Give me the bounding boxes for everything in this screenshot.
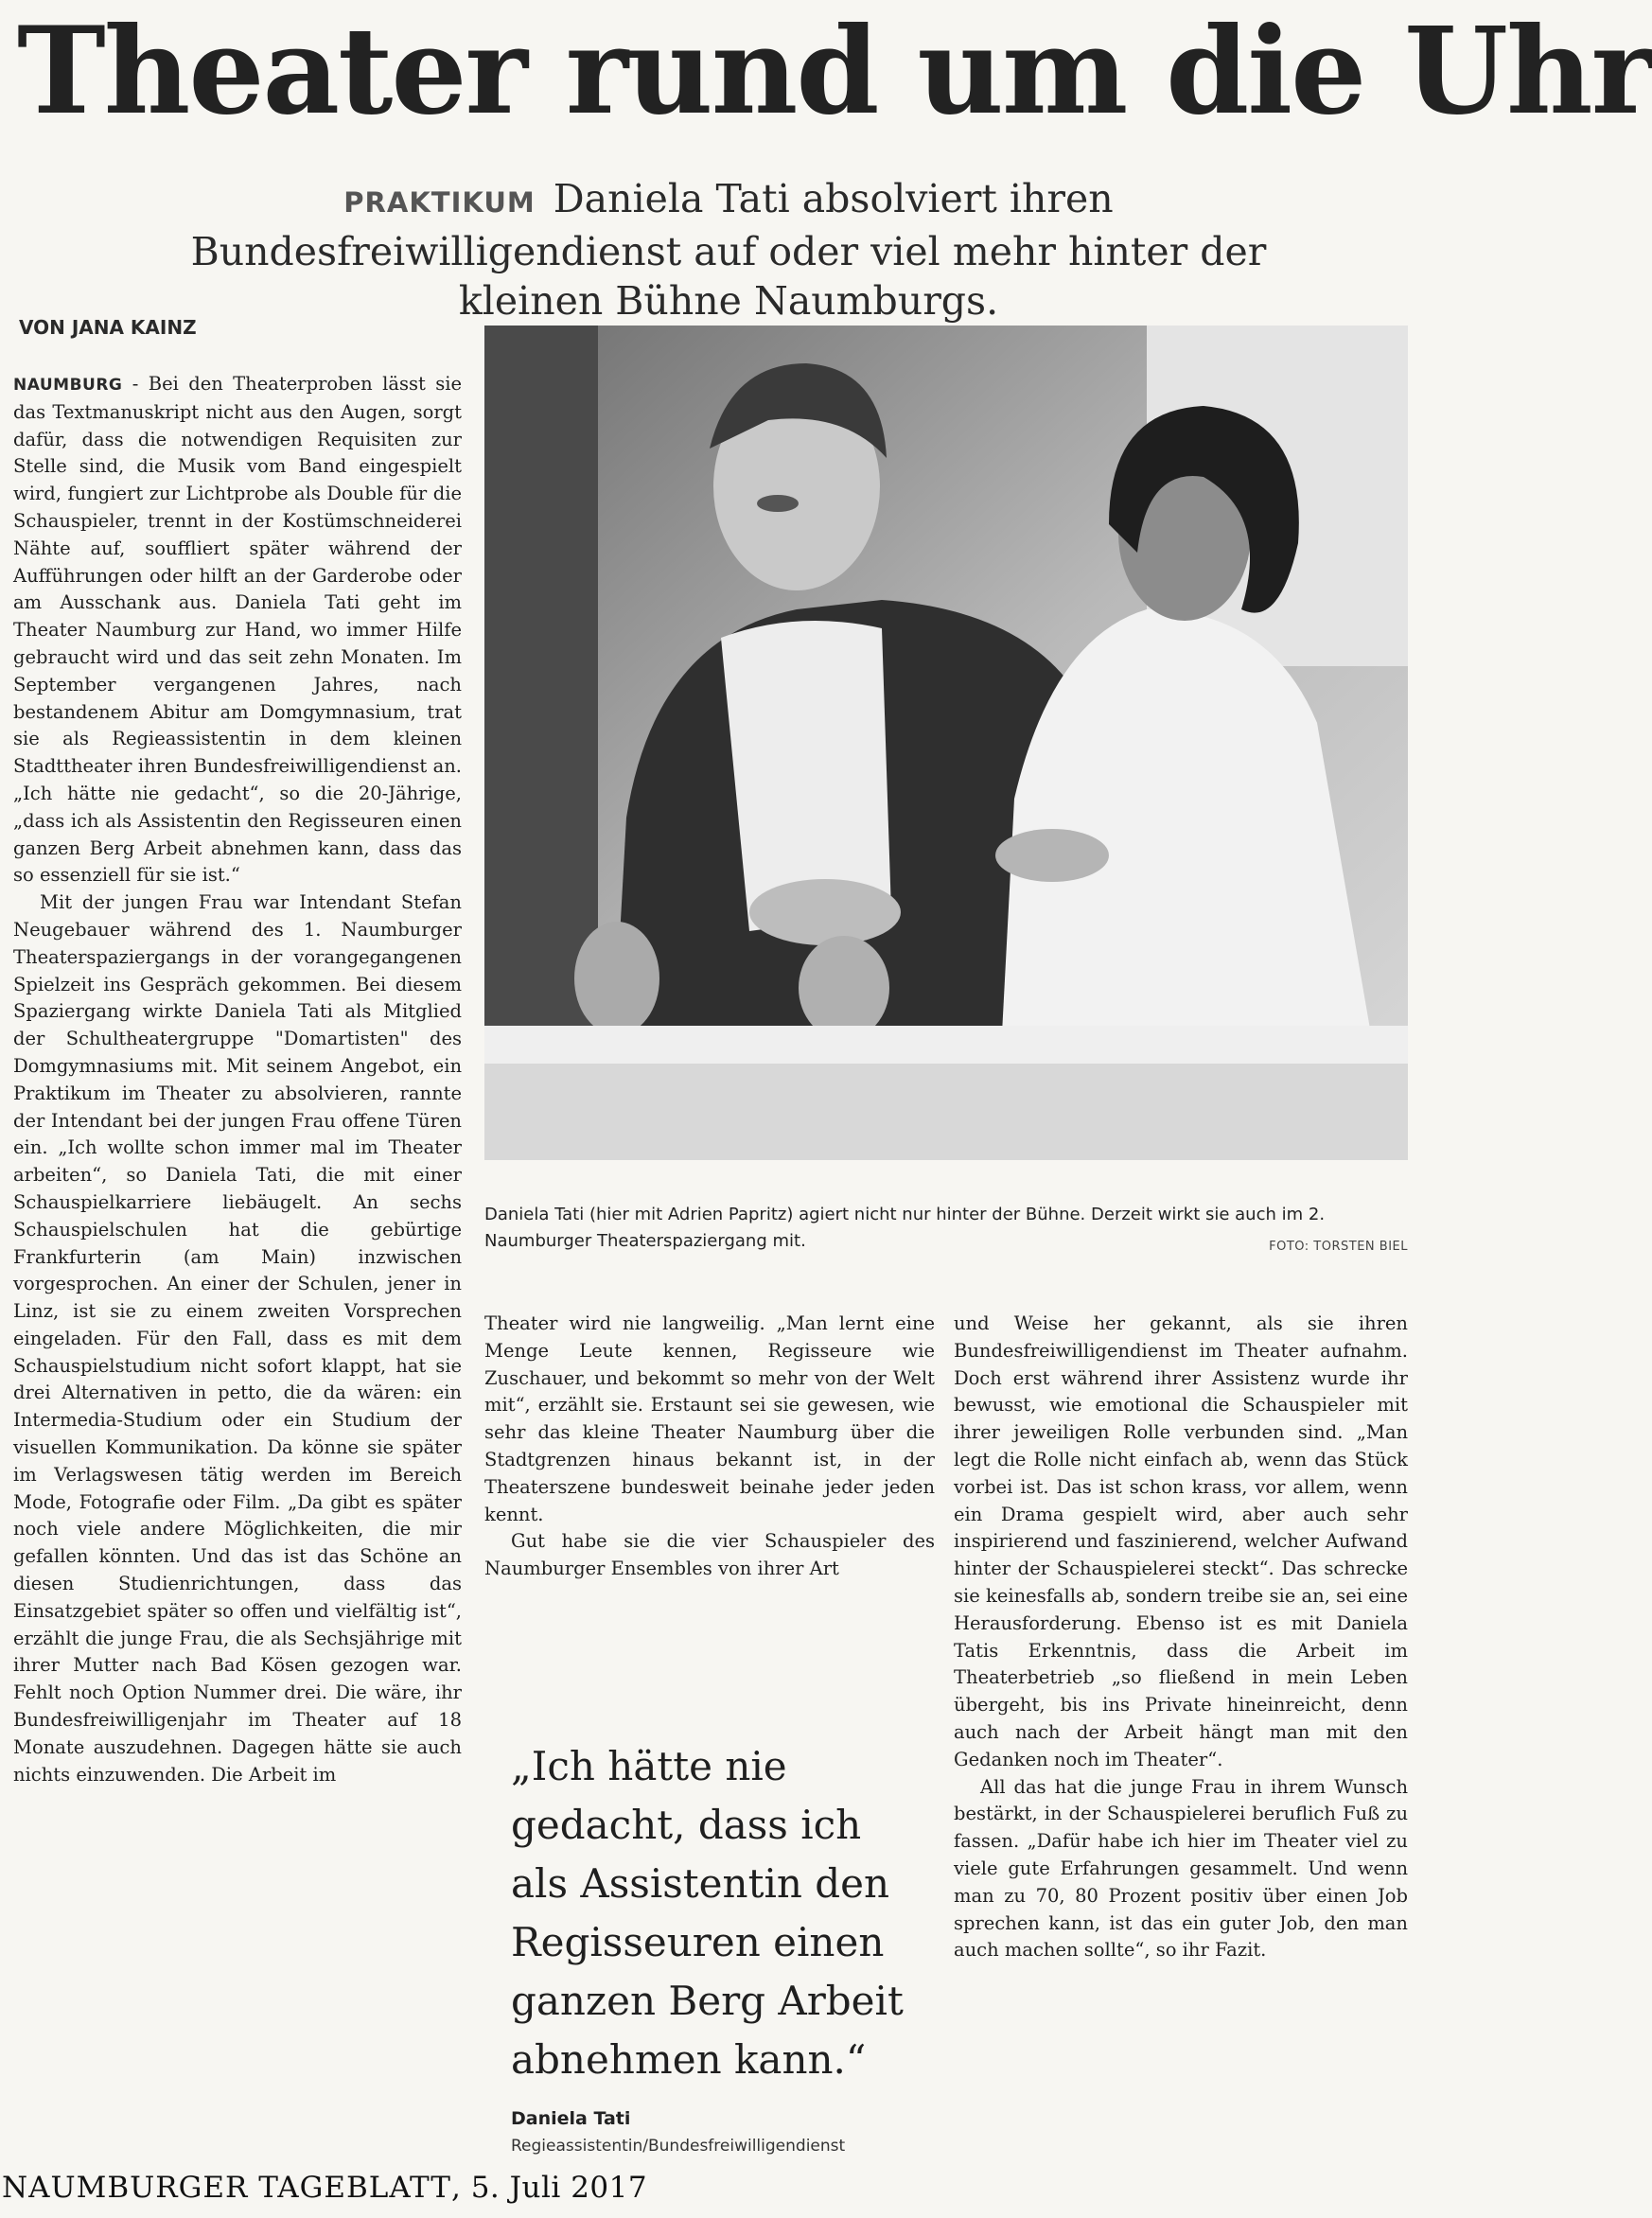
pull-quote-role: Regieassistentin/Bundesfreiwilligendienst	[511, 2137, 846, 2156]
subheadline	[132, 174, 1325, 326]
newspaper-name: NAUMBURGER TAGEBLATT	[2, 2171, 451, 2205]
pull-quote-name: Daniela Tati	[511, 2108, 631, 2129]
publication-date: 5. Juli 2017	[470, 2171, 648, 2205]
paragraph: und Weise her gekannt, als sie ihren Bundesfreiwilligendienst im Theater aufnahm. Doch erst während ihrer Assistenz wurde ihr bewusst, wie emotional die Schauspieler mit ihrer jeweiligen Rolle verbunden sind. „Man legt die Rolle nicht einfach ab, wenn das Stück vorbei ist. Das ist schon krass, vor allem, wenn ein Drama gespielt wird, aber auch sehr inspirierend und faszinierend, welcher Aufwand hinter der Schauspielerei steckt“. Das schrecke sie keinesfalls ab, sondern treibe sie an, sei eine Herausforderung. Ebenso ist es mit Daniela Tatis Erkenntnis, dass die Arbeit im Theaterbetrieb „so fließend in mein Leben übergeht, bis ins Private hineinreicht, denn auch nach der Arbeit hängt man mit den Gedanken noch im Theater“.	[954, 1312, 1408, 1770]
paragraph: All das hat die junge Frau in ihrem Wunsch bestärkt, in der Schauspielerei beruflich Fuß zu fassen. „Dafür habe ich hier im Theater viel zu viele gute Erfahrungen gesammelt. Und wenn man zu 70, 80 Prozent positiv über einen Job sprechen kann, ist das ein guter Job, den man auch machen sollte“, so ihr Fazit.	[954, 1775, 1408, 1962]
paragraph: Gut habe sie die vier Schauspieler des Naumburger Ensembles von ihrer Art	[484, 1530, 935, 1580]
kicker-label: PRAKTIKUM	[343, 186, 536, 219]
pull-quote: „Ich hätte nie gedacht, dass ich als Assistentin den Regisseuren einen ganzen Berg Arbeit abnehmen kann.“	[511, 1743, 904, 2083]
paragraph: Theater wird nie langweilig. „Man lernt eine Menge Leute kennen, Regisseure wie Zuschauer, und bekommt so mehr von der Welt mit“, erzählt sie. Erstaunt sei sie gewesen, wie sehr das kleine Theater Naumburg über die Stadtgrenzen hinaus bekannt ist, in der Theaterszene bundesweit beinahe jeder jeden kennt.	[484, 1312, 935, 1525]
newspaper-source: NAUMBURGER TAGEBLATT, 5. Juli 2017	[2, 2171, 648, 2205]
byline: VON JANA KAINZ	[19, 316, 197, 339]
subheadline-text: Daniela Tati absolviert ihren Bundesfreiwilligendienst auf oder viel mehr hinter der kleinen Bühne Naumburgs.	[190, 176, 1267, 324]
article-photo	[484, 326, 1408, 1160]
article-column-1	[13, 371, 462, 1788]
photo-caption: Daniela Tati (hier mit Adrien Papritz) agiert nicht nur hinter der Bühne. Derzeit wirkt sie auch im 2. Naumburger Theaterspaziergang mit.	[484, 1205, 1326, 1251]
dateline: NAUMBURG	[13, 376, 123, 395]
article-column-2	[484, 1311, 935, 1583]
headline: Theater rund um die Uhr	[17, 1, 1652, 141]
article-column-3	[954, 1311, 1408, 1964]
paragraph: Mit der jungen Frau war Intendant Stefan Neugebauer während des 1. Naumburger Theaterspaziergangs in der vorangegangenen Spielzeit ins Gespräch gekommen. Bei diesem Spaziergang wirkte Daniela Tati als Mitglied der Schultheatergruppe "Domartisten" des Domgymnasiums mit. Mit seinem Angebot, ein Praktikum im Theater zu absolvieren, rannte der Intendant bei der jungen Frau offene Türen ein. „Ich wollte schon immer mal im Theater arbeiten“, so Daniela Tati, die mit einer Schauspielkarriere liebäugelt. An sechs Schauspielschulen hat die gebürtige Frankfurterin (am Main) inzwischen vorgesprochen. An einer der Schulen, jener in Linz, ist sie zu einem zweiten Vorsprechen eingeladen. Für den Fall, dass es mit dem Schauspielstudium nicht sofort klappt, hat sie drei Alternativen in petto, die da wären: ein Intermedia-Studium oder ein Studium der visuellen Kommunikation. Da könne sie später im Verlagswesen tätig werden im Bereich Mode, Fotografie oder Film. „Da gibt es später noch viele andere Möglichkeiten, die mir gefallen könnten. Und das ist das Schöne an diesen Studienrichtungen, dass das Einsatzgebiet später so offen und vielfältig ist“, erzählt die junge Frau, die als Sechsjährige mit ihrer Mutter nach Bad Kösen gezogen war. Fehlt noch Option Nummer drei. Die wäre, ihr Bundesfreiwilligenjahr im Theater auf 18 Monate auszudehnen. Dagegen hätte sie auch nichts einzuwenden. Die Arbeit im	[13, 891, 462, 1786]
paragraph-text: - Bei den Theaterproben lässt sie das Textmanuskript nicht aus den Augen, sorgt dafür, dass die notwendigen Requisiten zur Stelle sind, die Musik vom Band eingespielt wird, fungiert zur Lichtprobe als Double für die Schauspieler, trennt in der Kostümschneiderei Nähte auf, souffliert später während der Aufführungen oder hilft an der Garderobe oder am Ausschank aus. Daniela Tati geht im Theater Naumburg zur Hand, wo immer Hilfe gebraucht wird und das seit zehn Monaten. Im September vergangenen Jahres, nach bestandenem Abitur am Domgymnasium, trat sie als Regieassistentin in dem kleinen Stadttheater ihren Bundesfreiwilligendienst an. „Ich hätte nie gedacht“, so die 20-Jährige, „dass ich als Assistentin den Regisseuren einen ganzen Berg Arbeit abnehmen kann, dass das so essenziell für sie ist.“	[13, 373, 462, 887]
paragraph	[13, 371, 462, 889]
photo-credit: FOTO: TORSTEN BIEL	[1269, 1240, 1408, 1254]
photo-illustration	[484, 326, 1408, 1160]
